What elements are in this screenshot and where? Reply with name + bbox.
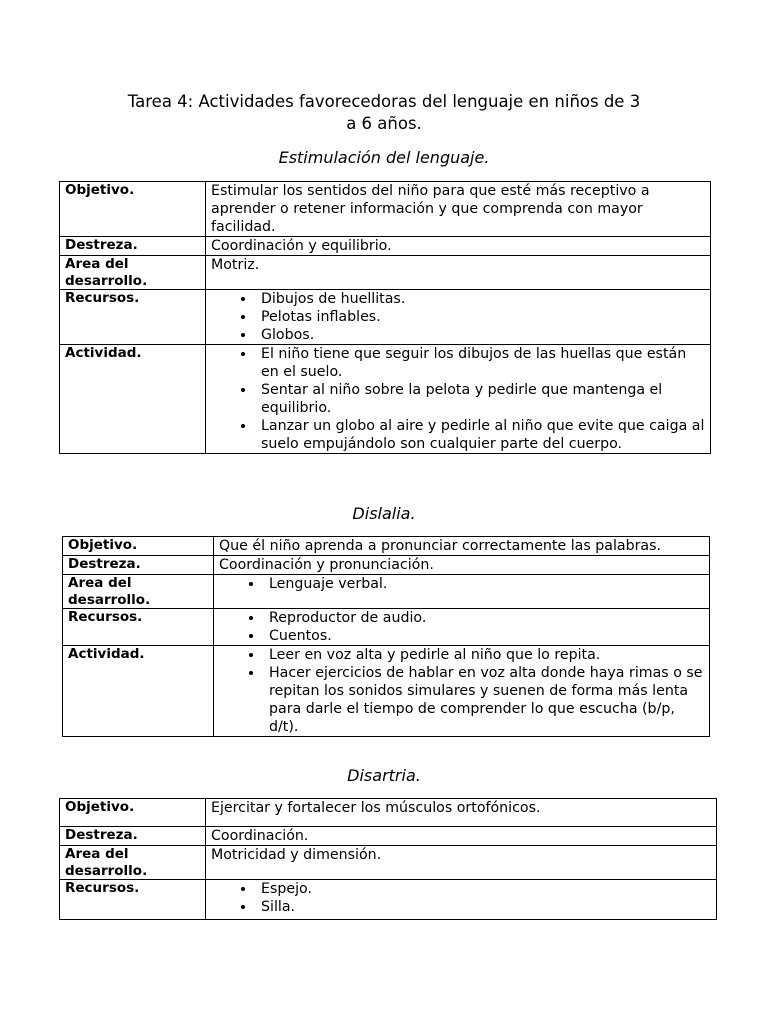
row-value: Motriz. [206,256,711,290]
row-label: Area del desarrollo. [60,846,206,880]
row-value: Estimular los sentidos del niño para que esté más receptivo a aprender o retener información y que comprenda con mayor facilidad. [206,182,711,237]
table-row [63,609,710,646]
row-value [214,609,710,646]
table-row [60,290,711,345]
table-row [63,646,710,737]
section-heading-dislalia: Dislalia. [352,504,416,523]
row-value: Coordinación. [206,827,717,846]
row-label: Destreza. [60,827,206,846]
table-row [63,537,710,556]
list-item: • Espejo. [256,880,711,898]
row-label: Objetivo. [60,799,206,827]
row-value [214,575,710,609]
row-value: Coordinación y equilibrio. [206,237,711,256]
table-row [60,256,711,290]
row-value: Que él niño aprenda a pronunciar correctamente las palabras. [214,537,710,556]
list-item: • Silla. [256,898,711,916]
list-item: • Leer en voz alta y pedirle al niño que lo repita. [264,646,704,664]
bullet-list [211,880,711,916]
table-row [60,237,711,256]
list-item: • Globos. [256,326,705,344]
bullet-list [219,646,704,736]
bullet-list [219,575,704,593]
list-item: • Sentar al niño sobre la pelota y pedirle que mantenga el equilibrio. [256,381,705,417]
row-label: Actividad. [63,646,214,737]
row-value: Coordinación y pronunciación. [214,556,710,575]
row-label: Destreza. [60,237,206,256]
list-item: • Cuentos. [264,627,704,645]
table-row [60,827,717,846]
row-label: Area del desarrollo. [63,575,214,609]
list-item: • Lenguaje verbal. [264,575,704,593]
row-label: Actividad. [60,345,206,454]
row-value [206,345,711,454]
section-heading-estimulacion: Estimulación del lenguaje. [278,148,490,167]
bullet-list [211,290,705,344]
list-item: • Hacer ejercicios de hablar en voz alta donde haya rimas o se repitan los sonidos simulares y suenen de forma más lenta para darle el tiempo de comprender lo que escucha (b/p, d/t). [264,664,704,736]
section-heading-disartria: Disartria. [347,766,421,785]
title-line-2: a 6 años. [346,114,422,133]
row-label: Area del desarrollo. [60,256,206,290]
list-item: • Reproductor de audio. [264,609,704,627]
table-row [63,575,710,609]
row-value [206,290,711,345]
row-label: Destreza. [63,556,214,575]
table-row [60,799,717,827]
table-dislalia [62,536,710,737]
title-line-1: Tarea 4: Actividades favorecedoras del lenguaje en niños de 3 [127,92,641,111]
row-label: Objetivo. [60,182,206,237]
row-value: Ejercitar y fortalecer los músculos ortofónicos. [206,799,717,827]
table-estimulacion [59,181,711,454]
table-row [60,182,711,237]
bullet-list [219,609,704,645]
row-label: Objetivo. [63,537,214,556]
bullet-list [211,345,705,453]
list-item: • El niño tiene que seguir los dibujos de las huellas que están en el suelo. [256,345,705,381]
table-row [63,556,710,575]
row-value: Motricidad y dimensión. [206,846,717,880]
table-row [60,345,711,454]
document-title [0,91,768,135]
list-item: • Lanzar un globo al aire y pedirle al niño que evite que caiga al suelo empujándolo son cualquier parte del cuerpo. [256,417,705,453]
list-item: • Dibujos de huellitas. [256,290,705,308]
row-value [206,880,717,920]
list-item: • Pelotas inflables. [256,308,705,326]
row-value [214,646,710,737]
table-row [60,880,717,920]
table-row [60,846,717,880]
row-label: Recursos. [60,290,206,345]
row-label: Recursos. [60,880,206,920]
table-disartria [59,798,717,920]
row-label: Recursos. [63,609,214,646]
